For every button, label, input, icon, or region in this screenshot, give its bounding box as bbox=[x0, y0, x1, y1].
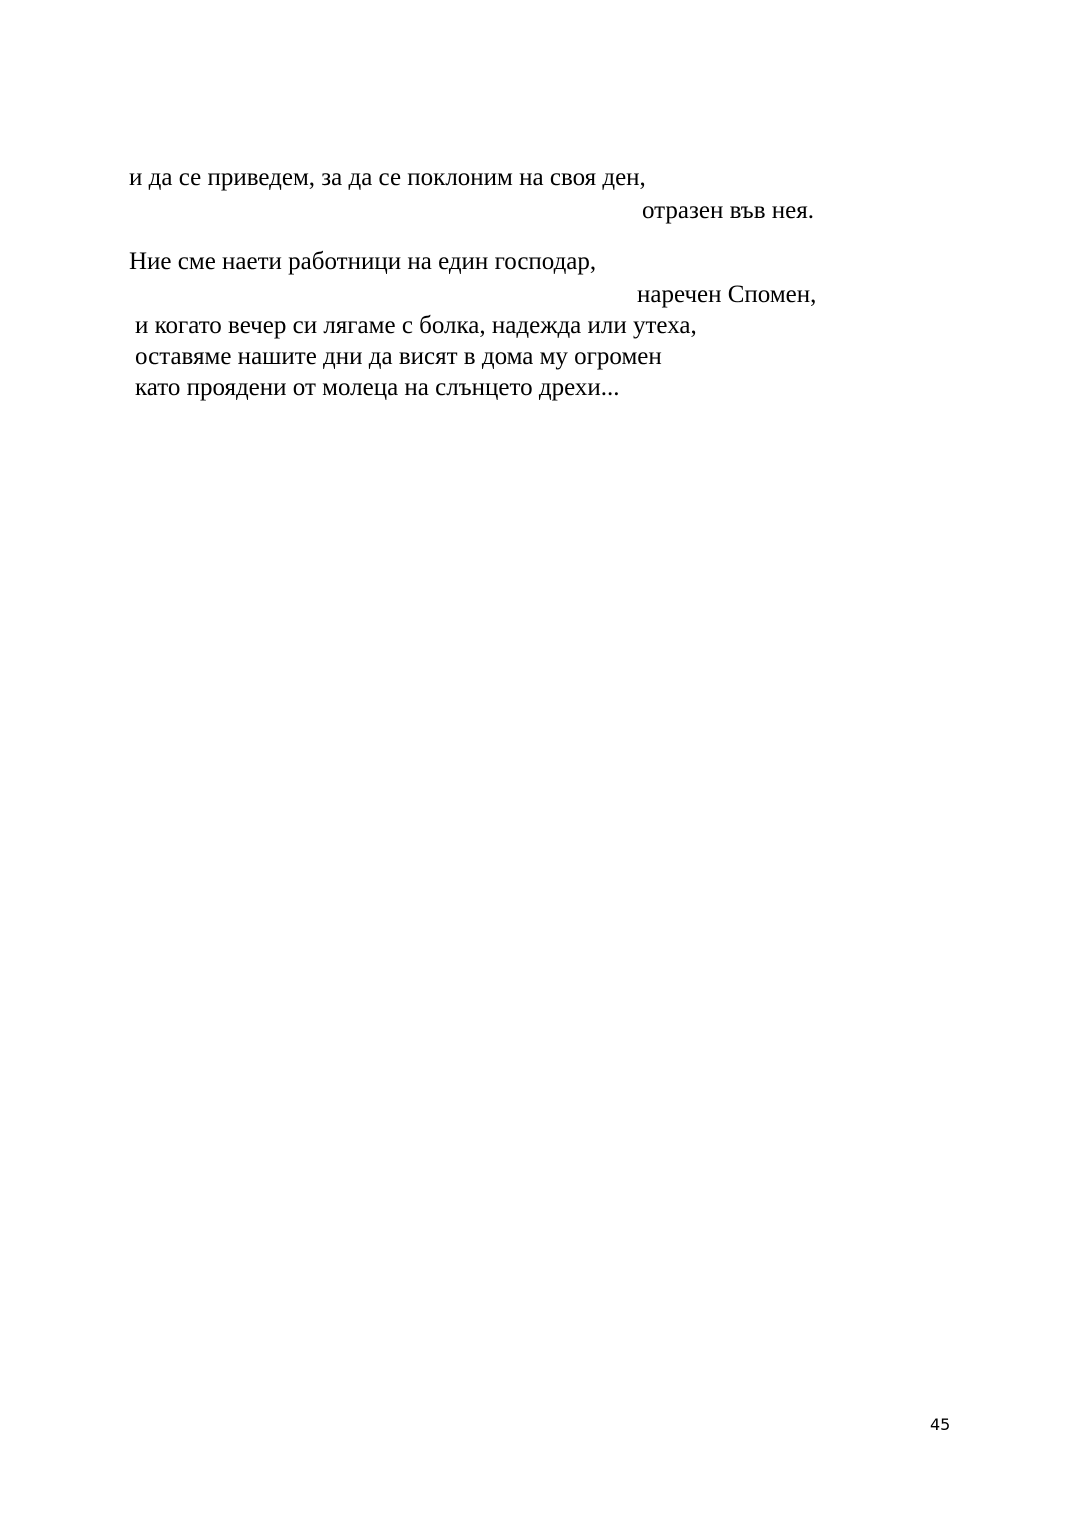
poem-line: Ние сме наети работници на един господар, bbox=[129, 248, 597, 275]
poem-line: като проядени от молеца на слънцето дрехи... bbox=[135, 374, 620, 401]
poem-line: оставяме нашите дни да висят в дома му огромен bbox=[135, 343, 662, 370]
poem-line: отразен във нея. bbox=[642, 197, 814, 224]
poem-line: и когато вечер си лягаме с болка, надежда или утеха, bbox=[135, 312, 697, 339]
poem-line: и да се приведем, за да се поклоним на своя ден, bbox=[129, 164, 646, 191]
page-number: 45 bbox=[930, 1415, 951, 1434]
poem-line: наречен Спомен, bbox=[637, 281, 817, 308]
